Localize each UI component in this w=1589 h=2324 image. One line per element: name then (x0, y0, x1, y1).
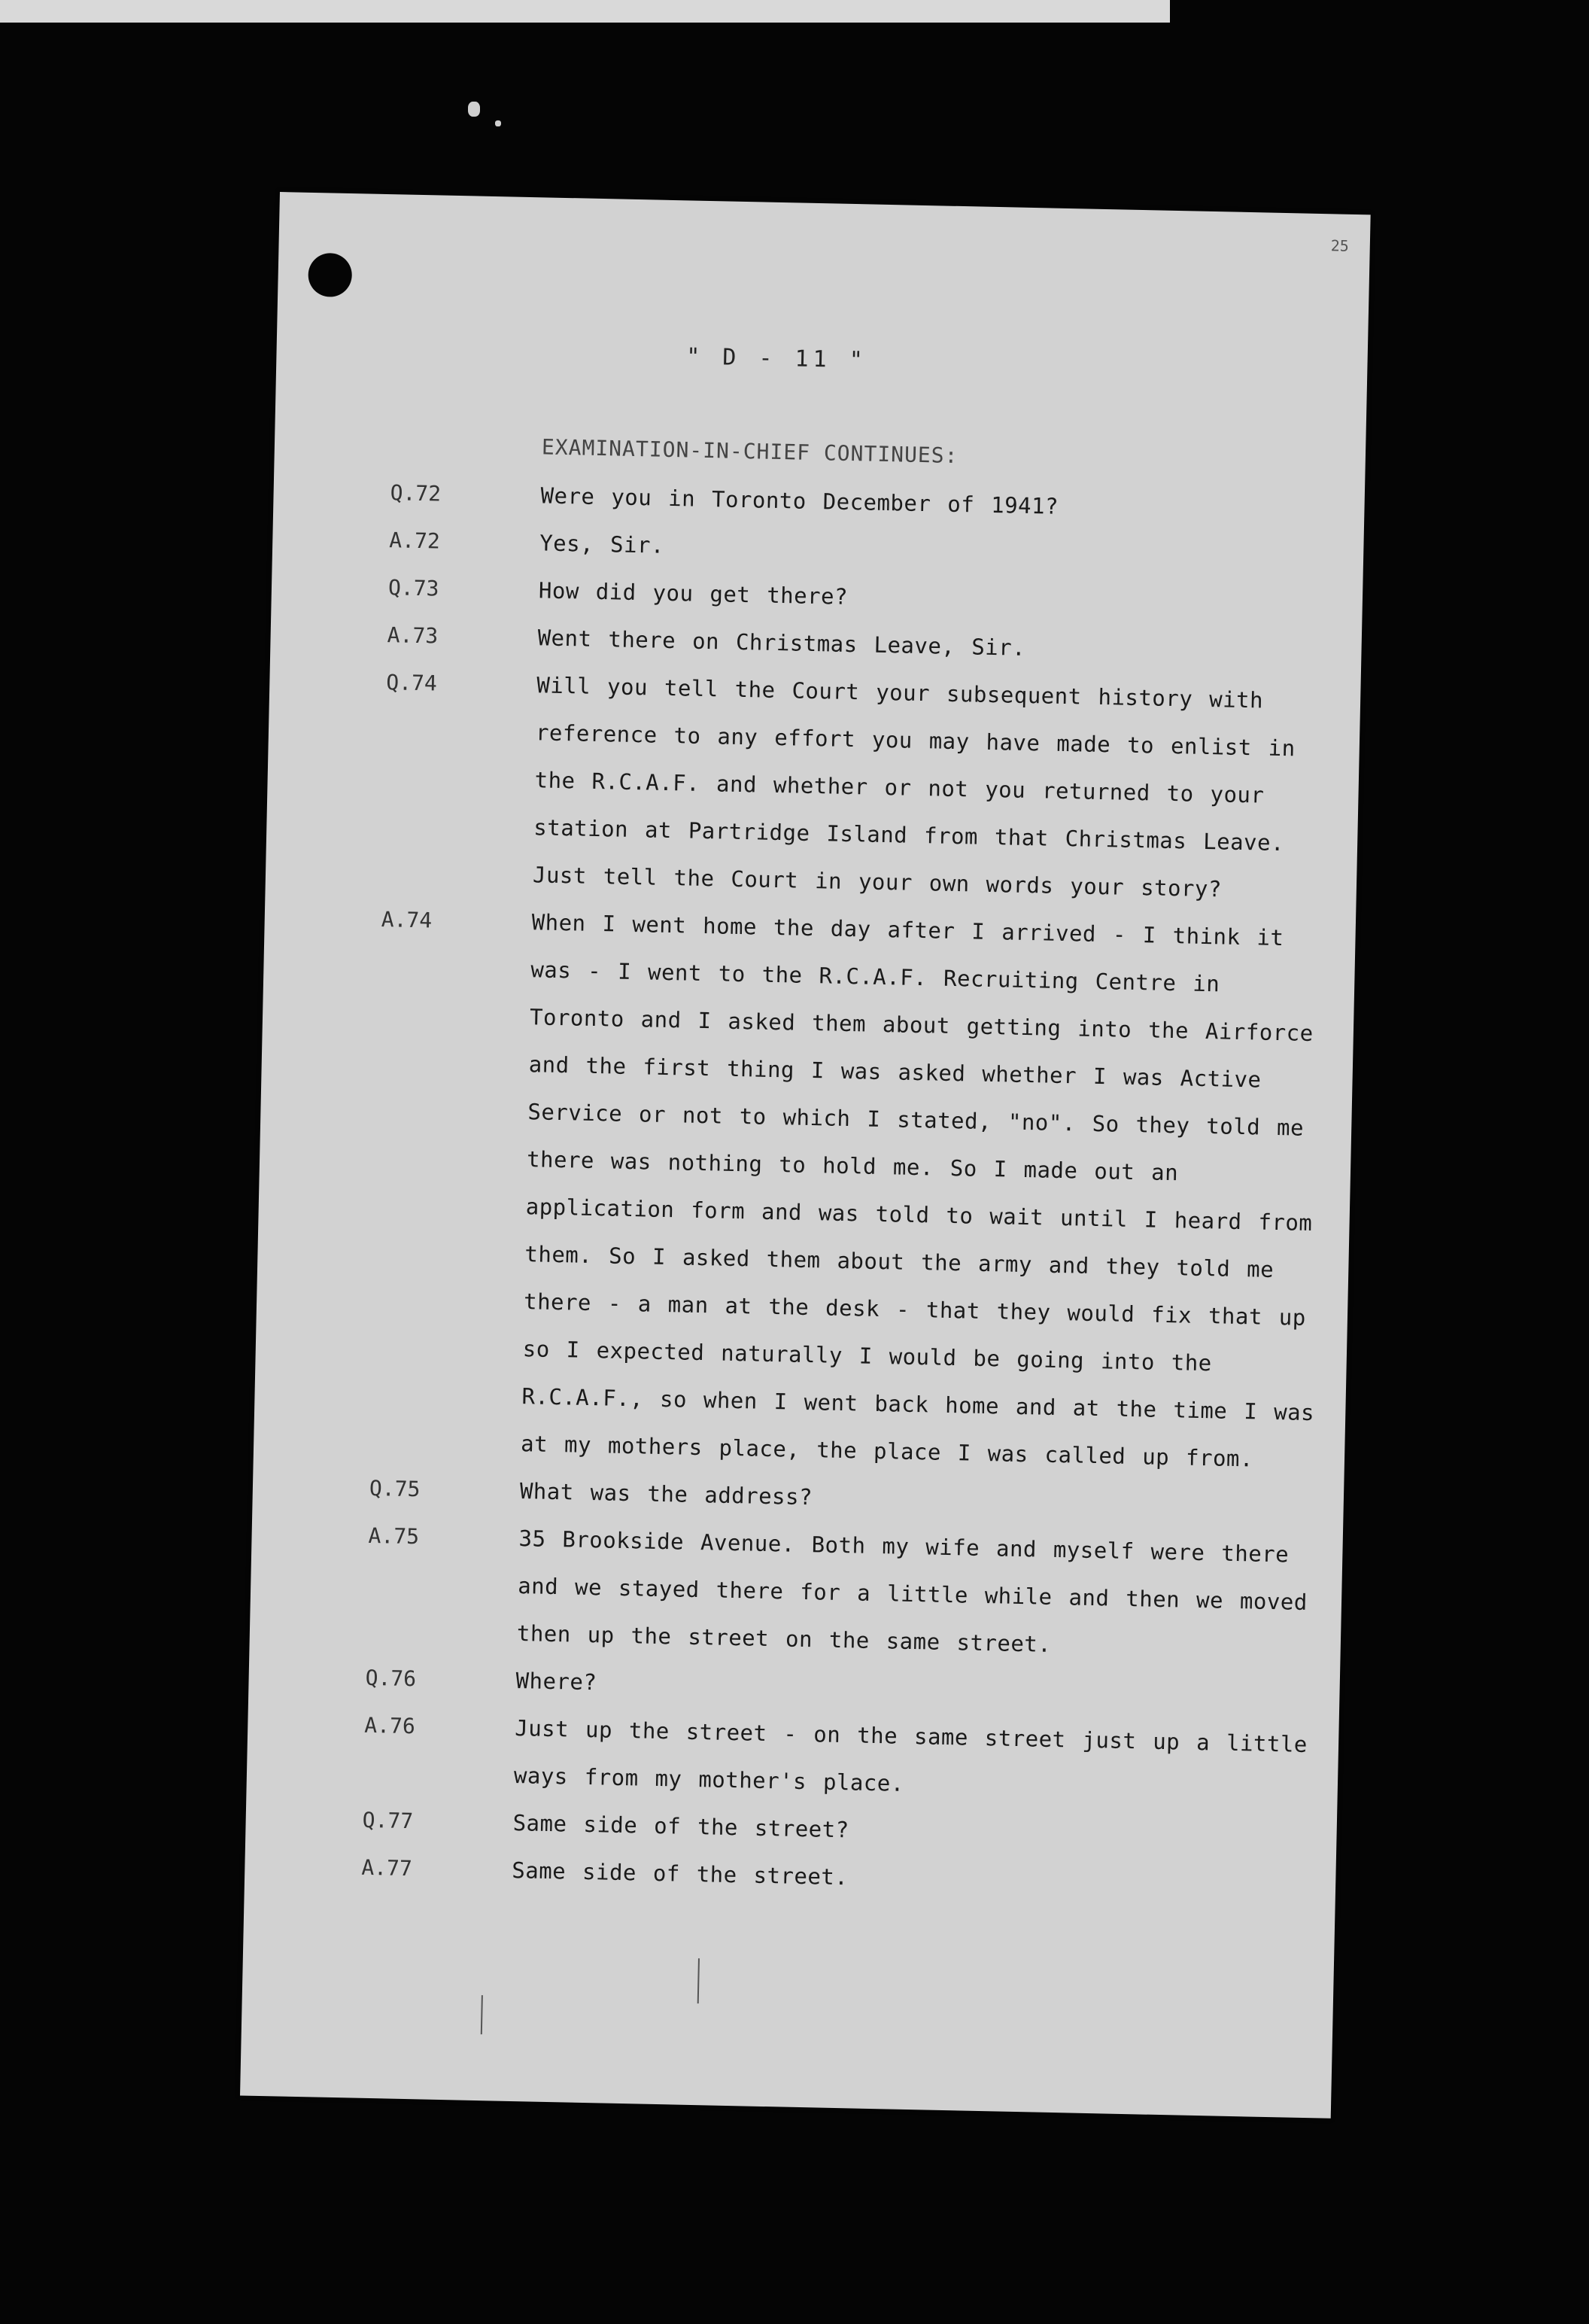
testimony-entry (265, 656, 1360, 916)
testimony-entry (254, 893, 1357, 1485)
testimony-entries (245, 467, 1365, 1912)
entry-text: What was the address? (519, 1478, 813, 1510)
entry-label: A.77 (361, 1854, 413, 1881)
document-page (240, 192, 1371, 2119)
entry-text: 35 Brookside Avenue. Both my wife and myself were there and we stayed there for a little while and then we moved then up the street on the same street. (516, 1526, 1308, 1657)
entry-text: Went there on Christmas Leave, Sir. (537, 625, 1026, 661)
margin-mark (481, 1995, 483, 2034)
entry-text: Same side of the street. (512, 1857, 849, 1891)
entry-label: A.76 (364, 1712, 416, 1739)
entry-label: A.74 (381, 907, 433, 933)
entry-label: Q.74 (386, 670, 438, 696)
section-heading: EXAMINATION-IN-CHIEF CONTINUES: (541, 434, 959, 468)
entry-label: A.73 (387, 622, 439, 649)
entry-label: Q.76 (365, 1665, 417, 1692)
entry-text: Were you in Toronto December of 1941? (540, 482, 1059, 519)
entry-label: A.75 (368, 1522, 420, 1550)
dust-speck (495, 120, 501, 126)
entry-label: A.72 (388, 528, 441, 554)
entry-text: Where? (515, 1668, 597, 1696)
previous-page-edge (0, 0, 1170, 23)
page-number: " D - 11 " (685, 343, 868, 374)
margin-mark (697, 1958, 700, 2003)
entry-text: Yes, Sir. (539, 530, 665, 558)
entry-text: Just up the street - on the same street just up a little ways from my mother's place. (513, 1714, 1308, 1796)
corner-page-mark: 25 (1330, 236, 1350, 255)
entry-text: Will you tell the Court your subsequent history with reference to any effort you may have made to enlist in the R.C.A.F. and whether or not you returned to your station at Partridge Island from that Christmas Leave. Just tell the Court in your own words your story? (532, 672, 1296, 902)
entry-text: How did you get there? (538, 577, 849, 610)
entry-label: Q.75 (369, 1475, 421, 1502)
entry-text: When I went home the day after I arrived - I think it was - I went to the R.C.A.F. Recruiting Centre in Toronto and I asked them about getting into the Airforce and the first thing I was asked whether I was Active Service or not to which I stated, "no". So they told me there was nothing to hold me. So I made out an application form and was told to wait until I heard from them. So I asked them about the army and they told me there - a man at the desk - that they would fix that up so I expected naturally I would be going into the R.C.A.F., so when I went back home and at the time I was at my mothers place, the place I was called up from. (520, 909, 1315, 1472)
punch-hole (308, 253, 352, 297)
entry-label: Q.77 (362, 1807, 414, 1834)
testimony-entry (249, 1510, 1343, 1675)
entry-text: Same side of the street? (512, 1809, 849, 1843)
dust-speck (468, 102, 480, 117)
entry-label: Q.73 (387, 575, 439, 601)
entry-label: Q.72 (390, 480, 442, 506)
